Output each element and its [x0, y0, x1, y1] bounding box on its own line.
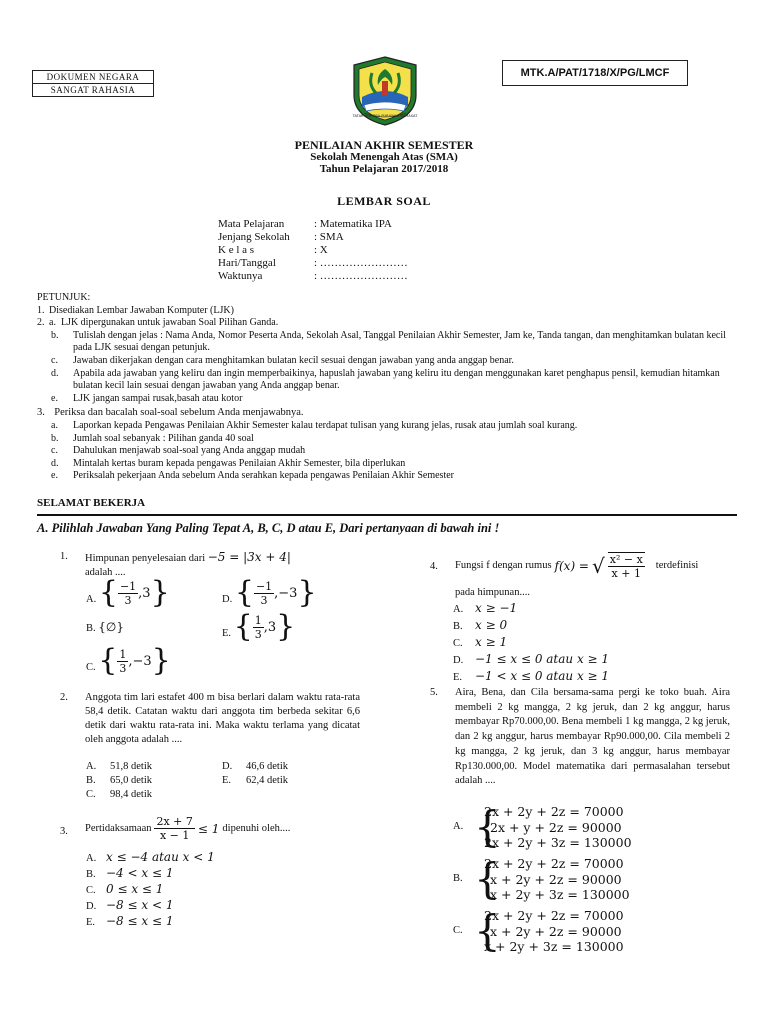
instruction-2d: d. Apabila ada jawaban yang keliru dan ingin memperbaikinya, hapuslah jawaban yang keliru itu dengan menggunakan karet penghapus pensil, kemudian hitamkan bulatan kecil lain sesuai dengan jawaban yang Anda anggap benar.	[51, 367, 720, 392]
q3-option-c[interactable]: C. 0 ≤ x ≤ 1	[86, 882, 164, 896]
exam-title: PENILAIAN AKHIR SEMESTER	[294, 138, 474, 152]
instruction-3: 3. Periksa dan bacalah soal-soal sebelum Anda menjawabnya.	[37, 407, 304, 419]
equation: 2x + 2y + 2z = 70000	[484, 856, 624, 871]
q2-option-a[interactable]: A. 51,8 detik	[86, 761, 152, 772]
instruction-2b: b. Tulislah dengan jelas : Nama Anda, Nomor Peserta Anda, Sekolah Asal, Tanggal Penilaian Akhir Semester, Jam ke, Tanda tangan, dan menghitamkan bulatan kecil pada LJK sesuai dengan petunjuk.	[51, 329, 726, 354]
info-row-subject	[218, 218, 408, 231]
q4-option-c[interactable]: C. x ≥ 1	[453, 635, 508, 649]
info-label: Jenjang Sekolah	[218, 231, 290, 243]
info-value: : ……………………	[314, 257, 408, 269]
info-row-date	[218, 257, 408, 270]
instruction-3d: d. Mintalah kertas buram kepada pengawas Penilaian Akhir Semester, bila diperlukan	[51, 457, 406, 469]
instructions	[37, 292, 737, 483]
instruction-3b: b. Jumlah soal sebanyak : Pilihan ganda 40 soal	[51, 432, 254, 444]
q5-option-a[interactable]: { 2x + 2y + 2z = 70000 2x + y + 2z = 90000 2x + 2y + 3z = 130000	[474, 802, 632, 851]
question-text: Himpunan penyelesaian dari	[85, 553, 206, 564]
question-text: Fungsi f dengan rumus	[455, 560, 552, 571]
emblem-motto: TATAR NGURBA PURIYAKA MAHASAT	[352, 114, 418, 118]
info-value: : X	[314, 244, 328, 256]
question-tail: adalah ....	[85, 567, 126, 578]
question-2	[60, 691, 360, 747]
info-label: Waktunya	[218, 270, 263, 282]
q1-option-a[interactable]: A. { $\frac{-1}{3}$ ,3 }	[86, 575, 170, 610]
q4-option-d[interactable]: D. −1 ≤ x ≤ 0 atau x ≥ 1	[453, 652, 610, 666]
instruction-3e: e. Periksalah pekerjaan Anda sebelum Anda serahkan kepada pengawas Penilaian Akhir Semester	[51, 470, 454, 482]
q5-option-a-label[interactable]: A.	[453, 821, 464, 832]
question-number: 1.	[60, 551, 68, 562]
q2-option-e[interactable]: E. 62,4 detik	[222, 775, 288, 786]
question-5	[430, 686, 730, 789]
info-label: K e l a s	[218, 244, 255, 256]
instruction-2: 2. a. LJK dipergunakan untuk jawaban Soal Pilihan Ganda.	[37, 317, 279, 329]
q1-option-b[interactable]: B. {∅}	[86, 620, 124, 634]
academic-year: Tahun Pelajaran 2017/2018	[319, 163, 449, 175]
stamp-line-2: SANGAT RAHASIA	[50, 85, 136, 95]
west-java-emblem-icon	[350, 55, 420, 127]
question-text: Anggota tim lari estafet 400 m bisa berlari dalam waktu rata-rata 58,4 detik. Catatan waktu dari anggota tim berbeda sekitar 6,6 detik dari waktu rata-rata ini. Maka waktu terlama yang dicatat oleh anggota adalah ....	[85, 692, 360, 745]
instruction-1: 1. Disediakan Lembar Jawaban Komputer (LJK)	[37, 304, 234, 316]
equation: 2x + y + 2z = 90000	[490, 819, 622, 835]
question-4: 4. Fungsi f dengan rumus f(x) = √ $\frac{\text{x² − x}}{x + 1}$ terdefinisi pada himpunan....	[430, 552, 740, 600]
q5-option-c[interactable]: { 2x + 2y + 2z = 70000 x + 2y + 2z = 90000 x + 2y + 3z = 130000	[474, 906, 624, 955]
q2-option-d[interactable]: D. 46,6 detik	[222, 761, 288, 772]
instruction-3a: a. Laporkan kepada Pengawas Penilaian Akhir Semester kalau terdapat tulisan yang kurang jelas, rusak atau jumlah soal kurang.	[51, 419, 578, 431]
q5-option-b[interactable]: { 2x + 2y + 2z = 70000 x + 2y + 2z = 90000 x + 2y + 3z = 130000	[474, 854, 630, 903]
q3-option-d[interactable]: D. −8 ≤ x < 1	[86, 898, 174, 912]
info-label: Mata Pelajaran	[218, 218, 285, 230]
section-divider	[37, 514, 737, 516]
info-row-level	[218, 231, 408, 244]
q3-option-e[interactable]: E. −8 ≤ x ≤ 1	[86, 914, 174, 928]
school-level: Sekolah Menengah Atas (SMA)	[310, 151, 458, 163]
classification-stamp	[32, 70, 154, 97]
section-a-heading: A. Pilihlah Jawaban Yang Paling Tepat A, B, C, D atau E, Dari pertanyaan di bawah ini !	[37, 521, 500, 535]
q4-option-a[interactable]: A. x ≥ −1	[453, 601, 518, 615]
question-expression: −5 = |3x + 4|	[207, 550, 291, 564]
equation: x + 2y + 2z = 90000	[490, 923, 622, 939]
sheet-title: LEMBAR SOAL	[337, 194, 431, 208]
info-value: : ……………………	[314, 270, 408, 282]
question-3: 3. Pertidaksamaan $\frac{2x + 7}{x - 1}$ ≤ 1 dipenuhi oleh....	[60, 815, 291, 842]
q4-option-e[interactable]: E. −1 < x ≤ 0 atau x ≥ 1	[453, 669, 610, 683]
q4-option-b[interactable]: B. x ≥ 0	[453, 618, 508, 632]
stamp-line-1: DOKUMEN NEGARA	[33, 71, 153, 84]
greeting: SELAMAT BEKERJA	[37, 497, 146, 509]
q5-option-b-label[interactable]: B.	[453, 873, 463, 884]
info-label: Hari/Tanggal	[218, 257, 276, 269]
info-value: : Matematika IPA	[314, 218, 392, 230]
question-text: Pertidaksamaan	[85, 822, 152, 834]
exam-info-table	[218, 218, 408, 283]
instruction-2c: c. Jawaban dikerjakan dengan cara menghitamkan bulatan kecil sesuai dengan jawaban yang anda anggap benar.	[51, 354, 514, 366]
question-number: 2.	[60, 692, 68, 703]
q1-option-d[interactable]: D. { $\frac{-1}{3}$ ,−3 }	[222, 575, 317, 610]
q2-option-b[interactable]: B. 65,0 detik	[86, 775, 152, 786]
question-number: 3.	[60, 826, 68, 837]
question-text: Aira, Bena, dan Cila bersama-sama pergi ke toko buah. Aira membeli 2 kg mangga, 2 kg jeruk, dan 2 kg anggur, harus membayar Rp70.000,00. Bena membeli 1 kg mangga, 2 kg jeruk, dan 2 kg anggur, harus membayar Rp90.000,00. Cila membeli 2 kg mangga, 2 kg jeruk, dan 3 kg anggur, harus membayar Rp130.000,00. Model matematika dari permasalahan tersebut adalah ....	[455, 687, 730, 787]
q2-option-c[interactable]: C. 98,4 detik	[86, 789, 152, 800]
document-code: MTK.A/PAT/1718/X/PG/LMCF	[502, 60, 688, 86]
equation: 2x + 2y + 3z = 130000	[484, 835, 632, 850]
q3-option-a[interactable]: A. x ≤ −4 atau x < 1	[86, 850, 215, 864]
q3-option-b[interactable]: B. −4 < x ≤ 1	[86, 866, 174, 880]
q1-option-e[interactable]: E. { $\frac{1}{3}$ ,3 }	[222, 609, 296, 644]
inequality-fraction: $\frac{2x + 7}{x - 1}$	[156, 815, 193, 842]
equation: x + 2y + 2z = 90000	[490, 871, 622, 887]
instruction-3c: c. Dahulukan menjawab soal-soal yang Anda anggap mudah	[51, 445, 306, 457]
instruction-2e: e. LJK jangan sampai rusak,basah atau kotor	[51, 392, 243, 404]
equation: x + 2y + 3z = 130000	[490, 887, 630, 902]
question-tail: terdefinisi	[655, 560, 699, 571]
question-tail-2: pada himpunan....	[455, 587, 530, 598]
function-fraction: $\frac{\text{x² − x}}{x + 1}$	[609, 553, 643, 580]
info-row-class	[218, 244, 408, 257]
equation: 2x + 2y + 2z = 70000	[484, 804, 624, 819]
equation: x + 2y + 3z = 130000	[484, 939, 624, 954]
info-row-time	[218, 270, 408, 283]
question-number: 4.	[430, 561, 438, 572]
q1-option-c[interactable]: C. { $\frac{1}{3}$ ,−3 }	[86, 643, 171, 678]
equation: 2x + 2y + 2z = 70000	[484, 908, 624, 923]
question-tail: dipenuhi oleh....	[222, 822, 291, 834]
q5-option-c-label[interactable]: C.	[453, 925, 463, 936]
info-value: : SMA	[314, 231, 344, 243]
instructions-heading: PETUNJUK:	[37, 292, 91, 303]
question-number: 5.	[430, 687, 438, 698]
